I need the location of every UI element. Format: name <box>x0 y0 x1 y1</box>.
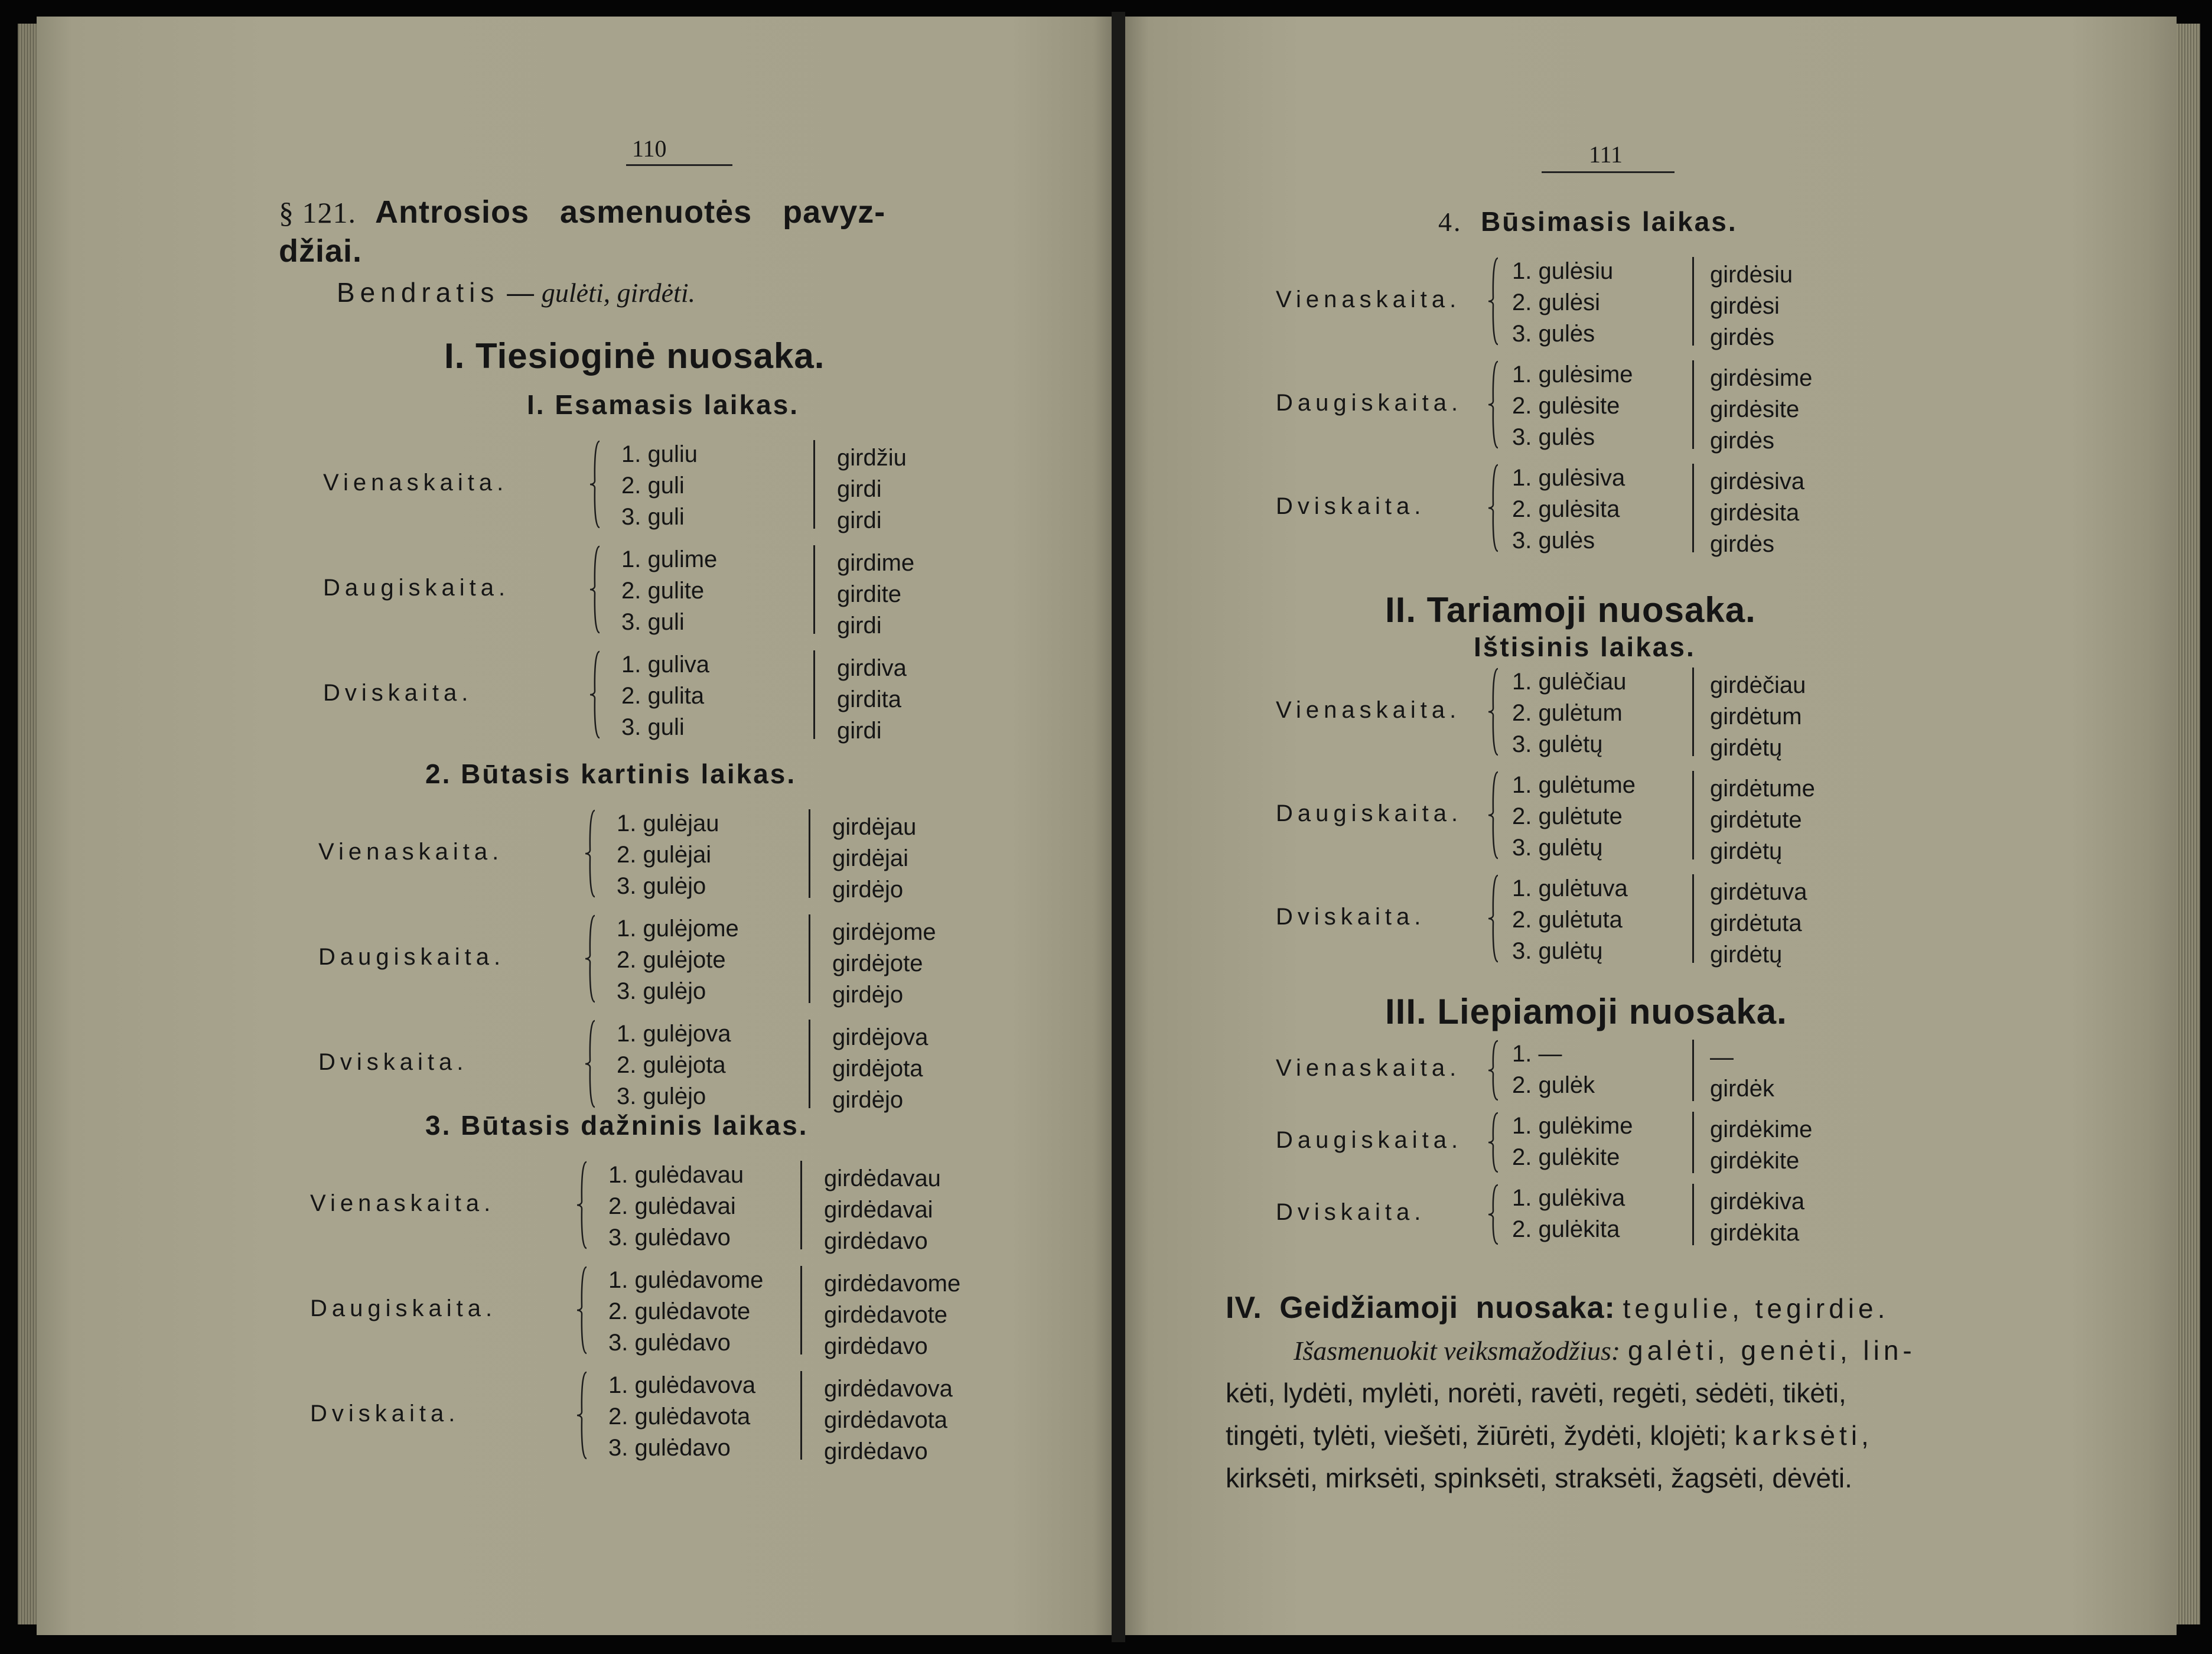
section-number: § 121. <box>279 196 356 229</box>
column-divider <box>809 809 810 898</box>
page-number: 111 <box>1589 141 1623 168</box>
verb-form: girdėkiva <box>1710 1189 1805 1215</box>
verb-form: 1. gulėdavova <box>608 1372 756 1398</box>
tense-number: 4. <box>1438 207 1462 237</box>
form-column-guleti <box>621 544 717 638</box>
form-column-girdeti <box>1710 773 1815 867</box>
column-divider <box>1692 771 1694 859</box>
verb-form: girdėdavote <box>824 1302 948 1328</box>
verb-form: — <box>1710 1044 1734 1070</box>
verb-form: 2. gulėjai <box>617 842 712 868</box>
column-divider <box>809 914 810 1003</box>
verb-form: 3. gulėjo <box>617 873 706 899</box>
number-label: Vienaskaita. <box>1276 697 1461 723</box>
book-edge-right <box>2177 24 2200 1624</box>
verb-form: girdėdavo <box>824 1438 928 1464</box>
verb-form: 1. gulėsime <box>1512 362 1633 388</box>
verb-form: 3. gulės <box>1512 424 1595 450</box>
brace <box>1487 1040 1500 1101</box>
verb-form: 1. gulime <box>621 546 718 572</box>
section-title-continued: džiai. <box>279 233 363 269</box>
brace <box>1487 771 1500 859</box>
form-column-guleti <box>1512 1183 1625 1245</box>
verb-form: girdi <box>837 613 882 639</box>
verb-form: girdėsiva <box>1710 468 1805 494</box>
column-divider <box>1692 1184 1694 1245</box>
verb-form: girdžiu <box>837 445 907 471</box>
verb-form: girdėdavova <box>824 1376 953 1402</box>
verb-form: girdi <box>837 718 882 744</box>
exercise-line-1 <box>1294 1329 1916 1372</box>
verb-form: 2. gulėtum <box>1512 700 1623 726</box>
verb-form: girdėdavau <box>824 1165 941 1191</box>
brace <box>1487 1184 1500 1245</box>
verb-form: girdėjota <box>832 1056 923 1082</box>
verb-form: 1. guliu <box>621 441 698 467</box>
form-column-girdeti <box>1710 363 1812 457</box>
brace <box>1487 874 1500 963</box>
form-column-guleti <box>1512 873 1628 967</box>
form-column-guleti <box>1512 1111 1633 1173</box>
verb-form: 1. gulėjau <box>617 810 719 836</box>
verb-form: girdėtum <box>1710 704 1802 730</box>
form-column-girdeti <box>1710 1114 1812 1177</box>
verb-form: girdėsita <box>1710 500 1800 526</box>
form-column-guleti <box>1512 463 1625 556</box>
verb-form: girdėtuta <box>1710 910 1802 936</box>
column-divider <box>1692 464 1694 552</box>
verb-form: 1. gulėčiau <box>1512 669 1627 695</box>
brace <box>589 440 602 529</box>
column-divider <box>809 1020 810 1108</box>
verb-form: girdiva <box>837 655 907 681</box>
verb-form: girdės <box>1710 428 1774 454</box>
verb-form: 3. gulėdavo <box>608 1225 731 1251</box>
verb-form: 2. gulėdavai <box>608 1193 736 1219</box>
form-column-guleti <box>621 649 709 743</box>
mood-heading: I. Tiesioginė nuosaka. <box>444 336 825 376</box>
page-number-rule <box>626 164 732 166</box>
verb-form: girdėdavai <box>824 1197 933 1223</box>
verb-form: 1. gulėkiva <box>1512 1185 1625 1211</box>
verb-form: 1. gulėsiu <box>1512 258 1614 284</box>
column-divider <box>1692 360 1694 449</box>
verb-form: girdi <box>837 476 882 502</box>
exercise-line-3 <box>1226 1414 1873 1457</box>
verb-form: 1. gulėjome <box>617 916 739 942</box>
verb-form: girdėjote <box>832 950 923 976</box>
verb-form: girdėdavota <box>824 1407 948 1433</box>
form-column-guleti <box>608 1160 744 1253</box>
exercise-line-2: kėti, lydėti, mylėti, norėti, ravėti, regėti, sėdėti, tikėti, <box>1226 1378 1846 1408</box>
mood-4-forms: tegulie, tegirdie. <box>1623 1293 1890 1324</box>
verb-form: girdėtume <box>1710 776 1815 802</box>
verb-form: 1. gulėdavome <box>608 1267 764 1293</box>
brace <box>584 1020 597 1108</box>
verb-form: girdita <box>837 686 901 712</box>
brace <box>576 1371 589 1460</box>
verb-form: girdėtų <box>1710 942 1783 968</box>
form-column-girdeti <box>824 1163 941 1257</box>
verb-form: 1. gulėsiva <box>1512 465 1625 491</box>
brace <box>576 1161 589 1249</box>
form-column-girdeti <box>824 1373 953 1467</box>
form-column-guleti <box>1512 256 1613 350</box>
verb-form: girdėkime <box>1710 1116 1813 1142</box>
left-page <box>37 17 1112 1635</box>
number-label: Vienaskaita. <box>310 1190 496 1216</box>
verb-form: 3. gulėjo <box>617 1083 706 1109</box>
verb-form: girdi <box>837 507 882 533</box>
verb-form: girdėsime <box>1710 365 1813 391</box>
column-divider <box>800 1371 802 1460</box>
number-label: Dviskaita. <box>1276 904 1426 930</box>
number-label: Vienaskaita. <box>1276 1055 1461 1081</box>
column-divider <box>813 650 815 739</box>
form-column-girdeti <box>1710 670 1806 764</box>
number-label: Daugiskaita. <box>323 575 510 601</box>
verb-form: 2. gulėsite <box>1512 393 1620 419</box>
brace <box>1487 360 1500 449</box>
column-divider <box>1692 874 1694 963</box>
verb-form: girdėjai <box>832 845 908 871</box>
verb-form: girdėjova <box>832 1024 929 1050</box>
verb-form: 2. gulėsita <box>1512 496 1620 522</box>
column-divider <box>1692 1040 1694 1101</box>
brace <box>584 809 597 898</box>
verb-form: girdėčiau <box>1710 672 1806 698</box>
verb-form: girdėkite <box>1710 1148 1800 1174</box>
verb-form: 1. gulėtume <box>1512 772 1636 798</box>
exercise-line-3-spaced: karksėti, <box>1734 1420 1873 1451</box>
verb-form: 3. gulėtų <box>1512 835 1603 861</box>
number-label: Vienaskaita. <box>323 470 509 496</box>
exercise-label: Išasmenuokit veiksmažodžius: <box>1294 1336 1621 1366</box>
verb-form: girdės <box>1710 324 1774 350</box>
mood-heading-2: II. Tariamoji nuosaka. <box>1385 590 1756 630</box>
number-label: Daugiskaita. <box>1276 800 1463 826</box>
bendratis-value: gulėti, girdėti. <box>541 278 696 308</box>
form-column-guleti <box>617 913 739 1007</box>
verb-form: 2. gulėdavota <box>608 1404 751 1430</box>
form-column-guleti <box>1512 666 1626 760</box>
form-column-guleti <box>1512 359 1633 453</box>
verb-form: girdėjome <box>832 919 936 945</box>
number-label: Daugiskaita. <box>318 944 506 970</box>
verb-form: girdėsi <box>1710 293 1780 319</box>
column-divider <box>1692 668 1694 756</box>
mood-4-line <box>1226 1287 1889 1330</box>
verb-form: girdite <box>837 581 901 607</box>
verb-form: 3. guli <box>621 714 685 740</box>
tense-heading: 2. Būtasis kartinis laikas. <box>425 758 797 789</box>
form-column-guleti <box>1512 1038 1595 1101</box>
form-column-guleti <box>621 439 698 533</box>
verb-form: girdėdavome <box>824 1271 961 1297</box>
verb-form: girdės <box>1710 531 1774 557</box>
book-spine <box>1112 12 1125 1642</box>
verb-form: girdėtų <box>1710 838 1783 864</box>
verb-form: 1. guliva <box>621 652 709 678</box>
number-label: Daugiskaita. <box>1276 390 1463 416</box>
form-column-girdeti <box>832 917 936 1011</box>
tense-heading: 3. Būtasis dažninis laikas. <box>425 1110 809 1141</box>
right-page <box>1125 17 2177 1635</box>
bendratis-line <box>337 276 695 308</box>
brace <box>1487 1112 1500 1173</box>
form-column-girdeti <box>832 812 916 906</box>
verb-form: 1. gulėjova <box>617 1021 731 1047</box>
verb-form: girdėjo <box>832 982 904 1008</box>
number-label: Dviskaita. <box>1276 493 1426 519</box>
form-column-guleti <box>617 808 719 902</box>
column-divider <box>813 440 815 529</box>
verb-form: 3. gulėjo <box>617 978 706 1004</box>
form-column-girdeti <box>1710 259 1793 353</box>
bendratis-dash: — <box>499 277 542 308</box>
tense-title: Būsimasis laikas. <box>1481 206 1738 237</box>
verb-form: girdėsiu <box>1710 262 1793 288</box>
verb-form: 3. gulės <box>1512 528 1595 553</box>
brace <box>1487 464 1500 552</box>
form-column-guleti <box>608 1370 755 1464</box>
verb-form: girdėtuva <box>1710 879 1807 905</box>
brace <box>1487 668 1500 756</box>
verb-form: 2. gulita <box>621 683 705 709</box>
book-edge-left <box>18 24 37 1624</box>
mood-4-title: IV. Geidžiamoji nuosaka: <box>1226 1291 1615 1325</box>
verb-form: girdėjau <box>832 814 917 840</box>
verb-form: 1. gulėtuva <box>1512 875 1628 901</box>
verb-form: 3. guli <box>621 609 685 635</box>
verb-form: 3. gulėdavo <box>608 1330 731 1356</box>
verb-form: girdėtų <box>1710 735 1783 761</box>
verb-form: girdėjo <box>832 877 904 903</box>
verb-form: 2. gulėtute <box>1512 803 1623 829</box>
page-number-rule <box>1542 171 1675 173</box>
verb-form: 1. gulėkime <box>1512 1113 1633 1139</box>
verb-form: girdėdavo <box>824 1333 928 1359</box>
verb-form: girdėkita <box>1710 1220 1800 1246</box>
verb-form: 2. gulėdavote <box>608 1298 751 1324</box>
form-column-girdeti <box>1710 1186 1804 1249</box>
brace <box>584 914 597 1003</box>
form-column-girdeti <box>824 1268 960 1362</box>
number-label: Dviskaita. <box>310 1401 460 1427</box>
number-label: Daugiskaita. <box>310 1295 497 1321</box>
number-label: Dviskaita. <box>318 1049 468 1075</box>
verb-form: 3. gulėdavo <box>608 1435 731 1461</box>
page-number: 110 <box>632 135 667 162</box>
form-column-guleti <box>1512 770 1636 864</box>
number-label: Dviskaita. <box>1276 1199 1426 1225</box>
verb-form: 2. gulėtuta <box>1512 907 1623 933</box>
exercise-line-3-text: tingėti, tylėti, viešėti, žiūrėti, žydėti, klojėti; <box>1226 1420 1727 1451</box>
brace <box>576 1266 589 1355</box>
form-column-guleti <box>608 1265 763 1359</box>
verb-form: 1. gulėdavau <box>608 1162 744 1188</box>
form-column-girdeti <box>1710 1042 1774 1105</box>
form-column-girdeti <box>832 1022 928 1116</box>
verb-form: 2. gulėjota <box>617 1052 726 1078</box>
form-column-girdeti <box>837 442 907 536</box>
verb-form: girdėsite <box>1710 396 1800 422</box>
column-divider <box>1692 257 1694 346</box>
verb-form: 3. guli <box>621 504 685 530</box>
verb-form: girdėtute <box>1710 807 1802 833</box>
bendratis-label: Bendratis <box>337 277 500 308</box>
brace <box>589 650 602 739</box>
verb-form: 2. gulite <box>621 578 705 604</box>
form-column-girdeti <box>837 548 914 642</box>
verb-form: girdime <box>837 550 915 576</box>
verb-form: 2. gulėkita <box>1512 1216 1620 1242</box>
tense-heading <box>1438 206 1738 237</box>
form-column-girdeti <box>1710 466 1804 560</box>
verb-form: girdėjo <box>832 1087 904 1113</box>
brace <box>589 545 602 634</box>
number-label: Daugiskaita. <box>1276 1127 1463 1153</box>
exercise-line-4: kirksėti, mirksėti, spinksėti, straksėti, žagsėti, dėvėti. <box>1226 1463 1852 1493</box>
verb-form: 3. gulės <box>1512 321 1595 347</box>
section-heading <box>279 194 885 230</box>
form-column-girdeti <box>837 653 907 747</box>
brace <box>1487 257 1500 346</box>
verb-form: girdėk <box>1710 1076 1774 1102</box>
column-divider <box>800 1266 802 1355</box>
verb-form: girdėdavo <box>824 1228 928 1254</box>
column-divider <box>813 545 815 634</box>
mood-2-tense: Ištisinis laikas. <box>1474 631 1696 662</box>
mood-heading-3: III. Liepiamoji nuosaka. <box>1385 992 1787 1031</box>
number-label: Dviskaita. <box>323 680 473 706</box>
form-column-guleti <box>617 1018 731 1112</box>
verb-form: 2. gulėsi <box>1512 289 1600 315</box>
verb-form: 2. gulėk <box>1512 1072 1595 1098</box>
verb-form: 2. guli <box>621 473 685 499</box>
exercise-line-1-text: galėti, genėti, lin- <box>1627 1335 1916 1366</box>
form-column-girdeti <box>1710 877 1807 971</box>
verb-form: 1. — <box>1512 1041 1562 1067</box>
column-divider <box>1692 1112 1694 1173</box>
number-label: Vienaskaita. <box>318 839 504 865</box>
verb-form: 2. gulėjote <box>617 947 726 973</box>
verb-form: 3. gulėtų <box>1512 731 1603 757</box>
section-title: Antrosios asmenuotės pavyz- <box>375 194 886 230</box>
verb-form: 3. gulėtų <box>1512 938 1603 964</box>
tense-heading: I. Esamasis laikas. <box>527 389 800 420</box>
verb-form: 2. gulėkite <box>1512 1144 1620 1170</box>
number-label: Vienaskaita. <box>1276 286 1461 312</box>
column-divider <box>800 1161 802 1249</box>
